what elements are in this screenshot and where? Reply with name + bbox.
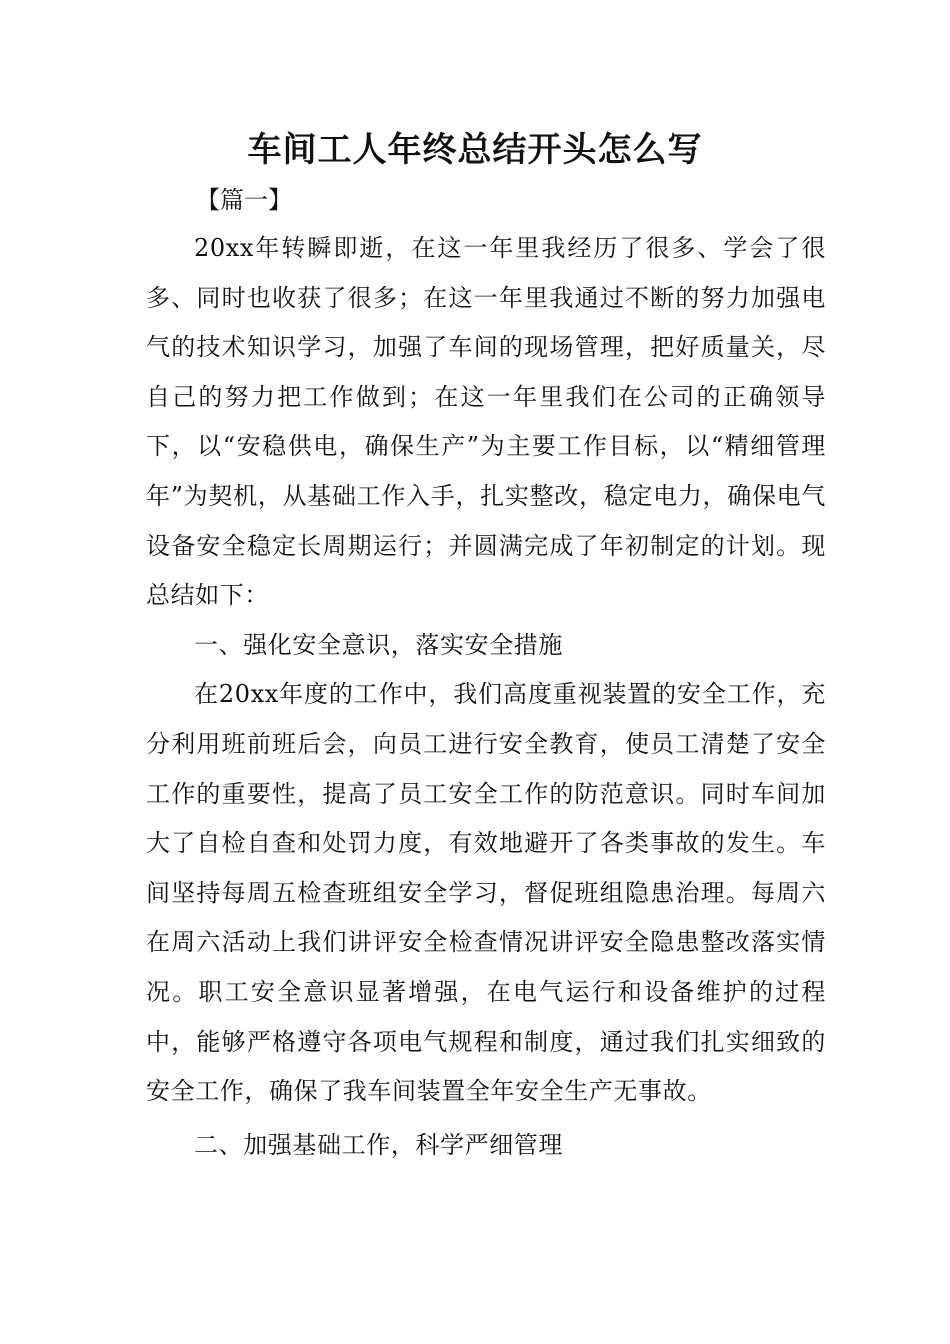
document-body [146,224,826,1170]
body-paragraph-safety: 在20xx年度的工作中，我们高度重视装置的安全工作，充分利用班前班后会，向员工进行安全教育，使员工清楚了安全工作的重要性，提高了员工安全工作的防范意识。同时车间加大了自检自查和处罚力度，有效地避开了各类事故的发生。车间坚持每周五检查班组安全学习，督促班组隐患治理。每周六在周六活动上我们讲评安全检查情况讲评安全隐患整改落实情况。职工安全意识显著增强，在电气运行和设备维护的过程中，能够严格遵守各项电气规程和制度，通过我们扎实细致的安全工作，确保了我车间装置全年安全生产无事故。 [146,680,826,1106]
section-tag: 【篇一】 [196,186,292,214]
section-heading-1: 一、强化安全意识，落实安全措施 [194,630,563,659]
section-heading-2: 二、加强基础工作，科学严细管理 [194,1130,563,1159]
document-title: 车间工人年终总结开头怎么写 [247,130,703,170]
body-paragraph-intro: 20xx年转瞬即逝，在这一年里我经历了很多、学会了很多、同时也收获了很多；在这一年里我通过不断的努力加强电气的技术知识学习，加强了车间的现场管理，把好质量关，尽自己的努力把工作做到；在这一年里我们在公司的正确领导下，以“安稳供电，确保生产”为主要工作目标，以“精细管理年”为契机，从基础工作入手，扎实整改，稳定电力，确保电气设备安全稳定长周期运行；并圆满完成了年初制定的计划。现总结如下： [146,234,826,610]
